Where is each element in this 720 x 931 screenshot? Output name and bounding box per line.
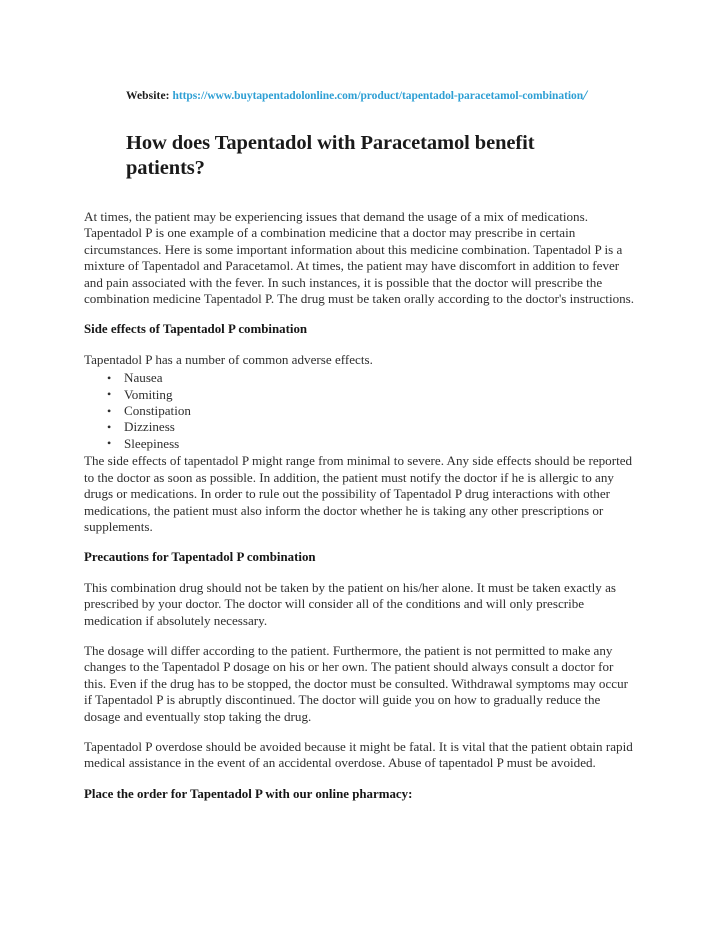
order-heading: Place the order for Tapentadol P with our online pharmacy: xyxy=(84,786,413,801)
side-effects-list xyxy=(84,370,636,452)
precautions-heading: Precautions for Tapentadol P combination xyxy=(84,550,316,565)
website-url-link[interactable]: https://www.buytapentadolonline.com/product/tapentadol-paracetamol-combination xyxy=(172,90,584,102)
overdose-paragraph: Tapentadol P overdose should be avoided because it might be fatal. It is vital that the patient obtain rapid medical assistance in the event of an accidental overdose. Abuse of tapentadol P must be avoided. xyxy=(84,738,633,771)
list-item: • Nausea xyxy=(107,370,636,386)
intro-paragraph: At times, the patient may be experiencing issues that demand the usage of a mix of medications. Tapentadol P is one example of a combination medicine that a doctor may prescribe in certain circumstances. Here is some important information about this medicine combination. Tapentadol P is a mixture of Tapentadol and Paracetamol. At times, the patient may have discomfort in addition to fever and pain associated with the fever. In such instances, it is possible that the doctor will prescribe the combination medicine Tapentadol P. The drug must be taken orally according to the doctor's instructions. xyxy=(84,209,635,307)
side-effects-intro: Tapentadol P has a number of common adverse effects. xyxy=(84,351,373,367)
list-item: • Sleepiness xyxy=(107,436,636,452)
document-body xyxy=(84,209,636,816)
list-item: • Vomiting xyxy=(107,387,636,403)
precautions-paragraph-1: This combination drug should not be taken by the patient on his/her alone. It must be taken exactly as prescribed by your doctor. The doctor will consider all of the conditions and will only prescribe medication if absolutely necessary. xyxy=(84,579,616,628)
website-line xyxy=(126,89,690,104)
website-url-trailing-slash: / xyxy=(583,88,588,104)
side-effects-heading: Side effects of Tapentadol P combination xyxy=(84,322,308,337)
list-item: • Constipation xyxy=(107,403,636,419)
side-effects-paragraph: The side effects of tapentadol P might range from minimal to severe. Any side effects should be reported to the doctor as soon as possible. In addition, the patient must notify the doctor if he is allergic to any drugs or medications. In order to rule out the possibility of Tapentadol P drug interactions with other medications, the patient must also inform the doctor whether he is taking any other prescriptions or supplements. xyxy=(84,453,633,534)
website-label: Website: xyxy=(126,90,170,102)
page-title: How does Tapentadol with Paracetamol benefit patients? xyxy=(126,132,535,179)
list-item: • Dizziness xyxy=(107,419,636,435)
precautions-paragraph-2: The dosage will differ according to the patient. Furthermore, the patient is not permitted to make any changes to the Tapentadol P dosage on his or her own. The patient should always consult a doctor for this. Even if the drug has to be stopped, the doctor must be consulted. Withdrawal symptoms may occur if Tapentadol P is abruptly discontinued. The doctor will guide you on how to gradually reduce the dosage and eventually stop taking the drug. xyxy=(84,642,628,724)
